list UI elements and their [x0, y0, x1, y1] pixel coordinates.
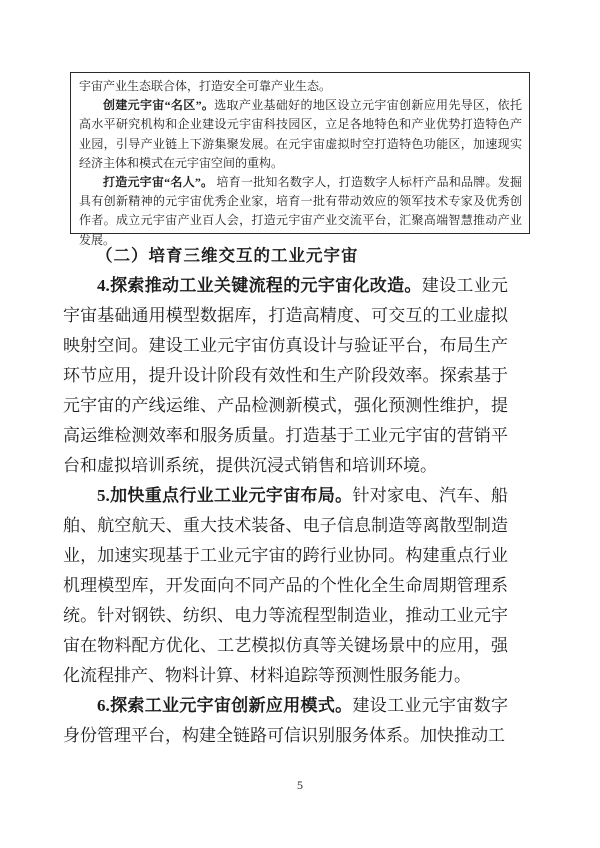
body-paragraph-text: 针对家电、汽车、船舶、航空航天、重大技术装备、电子信息制造等离散型制造业，加速实现基于工业元宇宙的跨行业协同。构建重点行业机理模型库，开发面向不同产品的个性化全生命周期管理系统。针对钢铁、纺织、电力等流程型制造业，推动工业元宇宙在物料配方优化、工艺模拟仿真等关键场景中的应用，强化流程排产、物料计算、材料追踪等预测性服务能力。: [63, 486, 509, 685]
callout-box: [70, 72, 530, 247]
box-paragraph-lead: 打造元宇宙“名人”。: [103, 175, 214, 190]
body-paragraph: [63, 691, 508, 751]
box-paragraph-lead: 创建元宇宙“名区”。: [103, 98, 215, 113]
page-number: 5: [297, 778, 303, 792]
box-paragraph-text: 培育一批知名数字人，打造数字人标杆产品和品牌。发掘具有创新精神的元宇宙优秀企业家，培育一批有带动效应的领军技术专家及优秀创作者。成立元宇宙产业百人会，打造元宇宙产业交流平台，汇聚高端智慧推动产业发展。: [79, 175, 522, 247]
box-paragraph-text: 选取产业基础好的地区设立元宇宙创新应用先导区，依托高水平研究机构和企业建设元宇宙科技园区，立足各地特色和产业优势打造特色产业园，引导产业链上下游集聚发展。在元宇宙虚拟时空打造特色功能区，加速现实经济主体和模式在元宇宙空间的重构。: [79, 98, 522, 170]
body-paragraph-text: 建设工业元宇宙基础通用模型数据库，打造高精度、可交互的工业虚拟映射空间。建设工业元宇宙仿真设计与验证平台，布局生产环节应用，提升设计阶段有效性和生产阶段效率。探索基于元宇宙的产线运维、产品检测新模式，强化预测性维护，提高运维检测效率和服务质量。打造基于工业元宇宙的营销平台和虚拟培训系统，提供沉浸式销售和培训环境。: [63, 276, 509, 475]
box-paragraph: [79, 173, 522, 250]
body-paragraph: [63, 271, 508, 481]
section-body: [63, 243, 508, 751]
body-paragraph-lead: 5.加快重点行业工业元宇宙布局。: [97, 486, 353, 505]
box-paragraph: [79, 77, 522, 96]
body-paragraph-lead: 4.探索推动工业关键流程的元宇宙化改造。: [97, 276, 422, 295]
body-paragraph: [63, 481, 508, 691]
body-paragraph-lead: 6.探索工业元宇宙创新应用模式。: [97, 696, 353, 715]
body-paragraph-text: 建设工业元宇宙数字身份管理平台，构建全链路可信识别服务体系。加快推动工: [63, 696, 509, 745]
box-paragraph-text: 宇宙产业生态联合体，打造安全可靠产业生态。: [79, 79, 332, 93]
box-paragraph: [79, 96, 522, 173]
section-heading: （二）培育三维交互的工业元宇宙: [96, 246, 359, 265]
